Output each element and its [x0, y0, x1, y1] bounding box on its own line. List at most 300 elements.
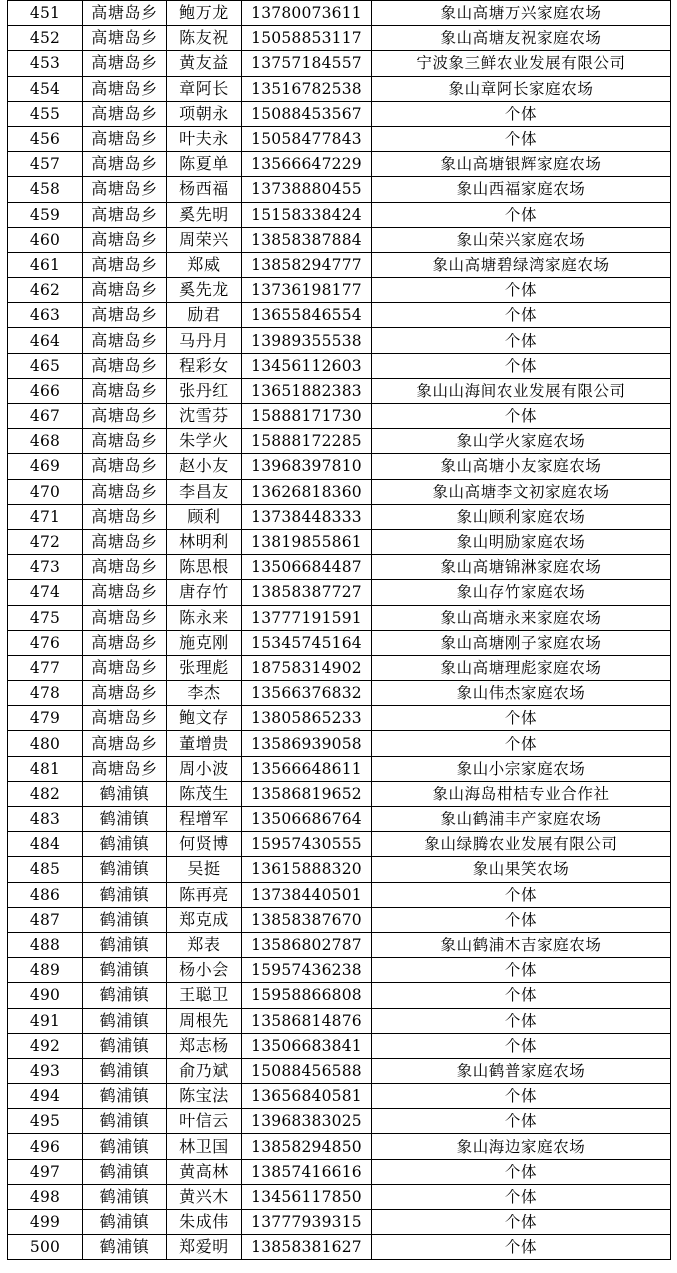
township-cell: 高塘岛乡 — [83, 101, 167, 126]
township-cell: 高塘岛乡 — [83, 1, 167, 26]
row-number-cell: 483 — [8, 807, 83, 832]
township-cell: 高塘岛乡 — [83, 555, 167, 580]
table-row — [8, 177, 671, 202]
roster-table — [7, 0, 671, 1260]
township-cell: 高塘岛乡 — [83, 706, 167, 731]
phone-number-cell: 13566647229 — [242, 152, 372, 177]
township-cell: 高塘岛乡 — [83, 479, 167, 504]
person-name-cell: 程彩女 — [167, 353, 242, 378]
person-name-cell: 叶夫永 — [167, 126, 242, 151]
township-cell: 高塘岛乡 — [83, 404, 167, 429]
person-name-cell: 杨西福 — [167, 177, 242, 202]
business-unit-cell: 个体 — [372, 983, 671, 1008]
row-number-cell: 491 — [8, 1008, 83, 1033]
table-row — [8, 1210, 671, 1235]
row-number-cell: 455 — [8, 101, 83, 126]
township-cell: 高塘岛乡 — [83, 202, 167, 227]
business-unit-cell: 象山西福家庭农场 — [372, 177, 671, 202]
person-name-cell: 顾利 — [167, 504, 242, 529]
phone-number-cell: 15088453567 — [242, 101, 372, 126]
business-unit-cell: 象山高塘万兴家庭农场 — [372, 1, 671, 26]
person-name-cell: 马丹月 — [167, 328, 242, 353]
table-row — [8, 655, 671, 680]
business-unit-cell: 个体 — [372, 1033, 671, 1058]
business-unit-cell: 个体 — [372, 907, 671, 932]
roster-sheet — [7, 0, 670, 1260]
table-row — [8, 1008, 671, 1033]
township-cell: 高塘岛乡 — [83, 152, 167, 177]
table-row — [8, 152, 671, 177]
person-name-cell: 沈雪芬 — [167, 404, 242, 429]
person-name-cell: 项朝永 — [167, 101, 242, 126]
person-name-cell: 林卫国 — [167, 1134, 242, 1159]
person-name-cell: 张理彪 — [167, 655, 242, 680]
business-unit-cell: 象山高塘小友家庭农场 — [372, 454, 671, 479]
row-number-cell: 490 — [8, 983, 83, 1008]
phone-number-cell: 15058477843 — [242, 126, 372, 151]
table-row — [8, 882, 671, 907]
row-number-cell: 488 — [8, 932, 83, 957]
table-row — [8, 857, 671, 882]
table-row — [8, 907, 671, 932]
township-cell: 高塘岛乡 — [83, 252, 167, 277]
row-number-cell: 452 — [8, 26, 83, 51]
row-number-cell: 479 — [8, 706, 83, 731]
row-number-cell: 486 — [8, 882, 83, 907]
person-name-cell: 周根先 — [167, 1008, 242, 1033]
business-unit-cell: 象山鹤浦丰产家庭农场 — [372, 807, 671, 832]
phone-number-cell: 13655846554 — [242, 303, 372, 328]
township-cell: 高塘岛乡 — [83, 756, 167, 781]
business-unit-cell: 象山果笑农场 — [372, 857, 671, 882]
row-number-cell: 468 — [8, 429, 83, 454]
business-unit-cell: 象山高塘刚子家庭农场 — [372, 630, 671, 655]
phone-number-cell: 13506683841 — [242, 1033, 372, 1058]
phone-number-cell: 13968397810 — [242, 454, 372, 479]
person-name-cell: 董增贵 — [167, 731, 242, 756]
township-cell: 鹤浦镇 — [83, 1033, 167, 1058]
business-unit-cell: 个体 — [372, 731, 671, 756]
row-number-cell: 470 — [8, 479, 83, 504]
business-unit-cell: 个体 — [372, 404, 671, 429]
row-number-cell: 475 — [8, 605, 83, 630]
business-unit-cell: 个体 — [372, 1008, 671, 1033]
row-number-cell: 493 — [8, 1058, 83, 1083]
row-number-cell: 467 — [8, 404, 83, 429]
person-name-cell: 郑克成 — [167, 907, 242, 932]
township-cell: 鹤浦镇 — [83, 832, 167, 857]
township-cell: 高塘岛乡 — [83, 731, 167, 756]
township-cell: 高塘岛乡 — [83, 51, 167, 76]
person-name-cell: 陈再亮 — [167, 882, 242, 907]
business-unit-cell: 个体 — [372, 1235, 671, 1260]
township-cell: 鹤浦镇 — [83, 1084, 167, 1109]
table-row — [8, 580, 671, 605]
row-number-cell: 500 — [8, 1235, 83, 1260]
person-name-cell: 陈宝法 — [167, 1084, 242, 1109]
township-cell: 鹤浦镇 — [83, 1210, 167, 1235]
table-row — [8, 1058, 671, 1083]
table-row — [8, 756, 671, 781]
business-unit-cell: 象山绿腾农业发展有限公司 — [372, 832, 671, 857]
row-number-cell: 463 — [8, 303, 83, 328]
person-name-cell: 张丹红 — [167, 378, 242, 403]
township-cell: 高塘岛乡 — [83, 605, 167, 630]
row-number-cell: 498 — [8, 1184, 83, 1209]
township-cell: 鹤浦镇 — [83, 1235, 167, 1260]
township-cell: 高塘岛乡 — [83, 378, 167, 403]
row-number-cell: 474 — [8, 580, 83, 605]
phone-number-cell: 15158338424 — [242, 202, 372, 227]
township-cell: 高塘岛乡 — [83, 278, 167, 303]
phone-number-cell: 13738880455 — [242, 177, 372, 202]
table-row — [8, 781, 671, 806]
township-cell: 鹤浦镇 — [83, 932, 167, 957]
table-row — [8, 76, 671, 101]
person-name-cell: 周荣兴 — [167, 227, 242, 252]
business-unit-cell: 个体 — [372, 1159, 671, 1184]
row-number-cell: 485 — [8, 857, 83, 882]
row-number-cell: 471 — [8, 504, 83, 529]
table-row — [8, 404, 671, 429]
row-number-cell: 476 — [8, 630, 83, 655]
township-cell: 鹤浦镇 — [83, 907, 167, 932]
person-name-cell: 何贤博 — [167, 832, 242, 857]
business-unit-cell: 个体 — [372, 1084, 671, 1109]
phone-number-cell: 13989355538 — [242, 328, 372, 353]
person-name-cell: 赵小友 — [167, 454, 242, 479]
phone-number-cell: 13857416616 — [242, 1159, 372, 1184]
table-row — [8, 1084, 671, 1109]
phone-number-cell: 13586819652 — [242, 781, 372, 806]
phone-number-cell: 13626818360 — [242, 479, 372, 504]
business-unit-cell: 象山海岛柑桔专业合作社 — [372, 781, 671, 806]
table-row — [8, 1, 671, 26]
row-number-cell: 477 — [8, 655, 83, 680]
phone-number-cell: 13456112603 — [242, 353, 372, 378]
person-name-cell: 黄高林 — [167, 1159, 242, 1184]
township-cell: 高塘岛乡 — [83, 580, 167, 605]
person-name-cell: 朱成伟 — [167, 1210, 242, 1235]
business-unit-cell: 象山明励家庭农场 — [372, 529, 671, 554]
phone-number-cell: 13858294850 — [242, 1134, 372, 1159]
table-row — [8, 832, 671, 857]
township-cell: 鹤浦镇 — [83, 882, 167, 907]
roster-table-body — [8, 1, 671, 1260]
person-name-cell: 鲍文存 — [167, 706, 242, 731]
phone-number-cell: 13615888320 — [242, 857, 372, 882]
person-name-cell: 王聪卫 — [167, 983, 242, 1008]
table-row — [8, 605, 671, 630]
table-row — [8, 555, 671, 580]
table-row — [8, 1159, 671, 1184]
phone-number-cell: 13777191591 — [242, 605, 372, 630]
row-number-cell: 478 — [8, 681, 83, 706]
business-unit-cell: 象山伟杰家庭农场 — [372, 681, 671, 706]
township-cell: 高塘岛乡 — [83, 529, 167, 554]
business-unit-cell: 象山鹤普家庭农场 — [372, 1058, 671, 1083]
phone-number-cell: 13858387884 — [242, 227, 372, 252]
phone-number-cell: 13858387670 — [242, 907, 372, 932]
township-cell: 高塘岛乡 — [83, 328, 167, 353]
phone-number-cell: 13506686764 — [242, 807, 372, 832]
business-unit-cell: 象山高塘银辉家庭农场 — [372, 152, 671, 177]
business-unit-cell: 象山荣兴家庭农场 — [372, 227, 671, 252]
business-unit-cell: 个体 — [372, 303, 671, 328]
business-unit-cell: 个体 — [372, 353, 671, 378]
township-cell: 鹤浦镇 — [83, 1109, 167, 1134]
business-unit-cell: 象山鹤浦木吉家庭农场 — [372, 932, 671, 957]
person-name-cell: 郑志杨 — [167, 1033, 242, 1058]
township-cell: 高塘岛乡 — [83, 177, 167, 202]
township-cell: 高塘岛乡 — [83, 504, 167, 529]
business-unit-cell: 个体 — [372, 882, 671, 907]
township-cell: 鹤浦镇 — [83, 857, 167, 882]
table-row — [8, 454, 671, 479]
row-number-cell: 472 — [8, 529, 83, 554]
phone-number-cell: 13506684487 — [242, 555, 372, 580]
phone-number-cell: 15888172285 — [242, 429, 372, 454]
table-row — [8, 252, 671, 277]
row-number-cell: 454 — [8, 76, 83, 101]
phone-number-cell: 13858294777 — [242, 252, 372, 277]
row-number-cell: 451 — [8, 1, 83, 26]
table-row — [8, 504, 671, 529]
business-unit-cell: 象山高塘碧绿湾家庭农场 — [372, 252, 671, 277]
business-unit-cell: 象山高塘锦淋家庭农场 — [372, 555, 671, 580]
table-row — [8, 529, 671, 554]
person-name-cell: 陈永来 — [167, 605, 242, 630]
row-number-cell: 464 — [8, 328, 83, 353]
person-name-cell: 李昌友 — [167, 479, 242, 504]
phone-number-cell: 13586802787 — [242, 932, 372, 957]
phone-number-cell: 15345745164 — [242, 630, 372, 655]
township-cell: 鹤浦镇 — [83, 958, 167, 983]
township-cell: 高塘岛乡 — [83, 655, 167, 680]
business-unit-cell: 个体 — [372, 1109, 671, 1134]
phone-number-cell: 18758314902 — [242, 655, 372, 680]
business-unit-cell: 象山小宗家庭农场 — [372, 756, 671, 781]
person-name-cell: 俞乃斌 — [167, 1058, 242, 1083]
row-number-cell: 497 — [8, 1159, 83, 1184]
row-number-cell: 459 — [8, 202, 83, 227]
phone-number-cell: 13819855861 — [242, 529, 372, 554]
table-row — [8, 26, 671, 51]
table-row — [8, 353, 671, 378]
phone-number-cell: 13656840581 — [242, 1084, 372, 1109]
phone-number-cell: 13777939315 — [242, 1210, 372, 1235]
row-number-cell: 489 — [8, 958, 83, 983]
business-unit-cell: 象山顾利家庭农场 — [372, 504, 671, 529]
person-name-cell: 叶信云 — [167, 1109, 242, 1134]
township-cell: 鹤浦镇 — [83, 1159, 167, 1184]
business-unit-cell: 个体 — [372, 1184, 671, 1209]
business-unit-cell: 个体 — [372, 328, 671, 353]
table-row — [8, 101, 671, 126]
table-row — [8, 731, 671, 756]
person-name-cell: 黄友益 — [167, 51, 242, 76]
township-cell: 高塘岛乡 — [83, 681, 167, 706]
business-unit-cell: 象山学火家庭农场 — [372, 429, 671, 454]
row-number-cell: 492 — [8, 1033, 83, 1058]
person-name-cell: 陈夏单 — [167, 152, 242, 177]
phone-number-cell: 15957436238 — [242, 958, 372, 983]
table-row — [8, 429, 671, 454]
phone-number-cell: 15058853117 — [242, 26, 372, 51]
business-unit-cell: 个体 — [372, 101, 671, 126]
person-name-cell: 林明利 — [167, 529, 242, 554]
township-cell: 鹤浦镇 — [83, 1134, 167, 1159]
phone-number-cell: 13516782538 — [242, 76, 372, 101]
table-row — [8, 1033, 671, 1058]
row-number-cell: 487 — [8, 907, 83, 932]
row-number-cell: 462 — [8, 278, 83, 303]
table-row — [8, 479, 671, 504]
table-row — [8, 378, 671, 403]
person-name-cell: 黄兴木 — [167, 1184, 242, 1209]
phone-number-cell: 15957430555 — [242, 832, 372, 857]
row-number-cell: 458 — [8, 177, 83, 202]
row-number-cell: 495 — [8, 1109, 83, 1134]
township-cell: 鹤浦镇 — [83, 1058, 167, 1083]
person-name-cell: 郑表 — [167, 932, 242, 957]
phone-number-cell: 13780073611 — [242, 1, 372, 26]
table-row — [8, 126, 671, 151]
person-name-cell: 杨小会 — [167, 958, 242, 983]
table-row — [8, 328, 671, 353]
person-name-cell: 施克刚 — [167, 630, 242, 655]
person-name-cell: 陈友祝 — [167, 26, 242, 51]
township-cell: 鹤浦镇 — [83, 983, 167, 1008]
phone-number-cell: 13586814876 — [242, 1008, 372, 1033]
row-number-cell: 456 — [8, 126, 83, 151]
person-name-cell: 励君 — [167, 303, 242, 328]
row-number-cell: 499 — [8, 1210, 83, 1235]
township-cell: 鹤浦镇 — [83, 781, 167, 806]
phone-number-cell: 13738440501 — [242, 882, 372, 907]
person-name-cell: 奚先明 — [167, 202, 242, 227]
phone-number-cell: 13566376832 — [242, 681, 372, 706]
row-number-cell: 496 — [8, 1134, 83, 1159]
person-name-cell: 陈茂生 — [167, 781, 242, 806]
person-name-cell: 陈思根 — [167, 555, 242, 580]
table-row — [8, 51, 671, 76]
township-cell: 高塘岛乡 — [83, 76, 167, 101]
business-unit-cell: 个体 — [372, 126, 671, 151]
phone-number-cell: 13566648611 — [242, 756, 372, 781]
row-number-cell: 481 — [8, 756, 83, 781]
phone-number-cell: 15958866808 — [242, 983, 372, 1008]
phone-number-cell: 13858381627 — [242, 1235, 372, 1260]
phone-number-cell: 13738448333 — [242, 504, 372, 529]
table-row — [8, 278, 671, 303]
business-unit-cell: 个体 — [372, 1210, 671, 1235]
row-number-cell: 482 — [8, 781, 83, 806]
table-row — [8, 807, 671, 832]
row-number-cell: 457 — [8, 152, 83, 177]
township-cell: 高塘岛乡 — [83, 630, 167, 655]
person-name-cell: 鲍万龙 — [167, 1, 242, 26]
row-number-cell: 466 — [8, 378, 83, 403]
phone-number-cell: 13968383025 — [242, 1109, 372, 1134]
table-row — [8, 932, 671, 957]
row-number-cell: 453 — [8, 51, 83, 76]
table-row — [8, 202, 671, 227]
business-unit-cell: 个体 — [372, 202, 671, 227]
phone-number-cell: 13586939058 — [242, 731, 372, 756]
person-name-cell: 朱学火 — [167, 429, 242, 454]
row-number-cell: 484 — [8, 832, 83, 857]
row-number-cell: 465 — [8, 353, 83, 378]
table-row — [8, 958, 671, 983]
table-row — [8, 1184, 671, 1209]
business-unit-cell: 象山山海间农业发展有限公司 — [372, 378, 671, 403]
row-number-cell: 480 — [8, 731, 83, 756]
township-cell: 高塘岛乡 — [83, 454, 167, 479]
person-name-cell: 郑爱明 — [167, 1235, 242, 1260]
person-name-cell: 程增军 — [167, 807, 242, 832]
row-number-cell: 461 — [8, 252, 83, 277]
township-cell: 高塘岛乡 — [83, 429, 167, 454]
township-cell: 高塘岛乡 — [83, 227, 167, 252]
business-unit-cell: 宁波象三鲜农业发展有限公司 — [372, 51, 671, 76]
township-cell: 鹤浦镇 — [83, 1008, 167, 1033]
business-unit-cell: 个体 — [372, 278, 671, 303]
business-unit-cell: 象山高塘永来家庭农场 — [372, 605, 671, 630]
township-cell: 高塘岛乡 — [83, 353, 167, 378]
business-unit-cell: 象山高塘理彪家庭农场 — [372, 655, 671, 680]
person-name-cell: 郑威 — [167, 252, 242, 277]
township-cell: 鹤浦镇 — [83, 1184, 167, 1209]
township-cell: 高塘岛乡 — [83, 303, 167, 328]
phone-number-cell: 13858387727 — [242, 580, 372, 605]
business-unit-cell: 个体 — [372, 706, 671, 731]
table-row — [8, 630, 671, 655]
person-name-cell: 周小波 — [167, 756, 242, 781]
person-name-cell: 章阿长 — [167, 76, 242, 101]
person-name-cell: 奚先龙 — [167, 278, 242, 303]
business-unit-cell: 象山高塘李文初家庭农场 — [372, 479, 671, 504]
table-row — [8, 303, 671, 328]
phone-number-cell: 15088456588 — [242, 1058, 372, 1083]
business-unit-cell: 个体 — [372, 958, 671, 983]
row-number-cell: 469 — [8, 454, 83, 479]
business-unit-cell: 象山章阿长家庭农场 — [372, 76, 671, 101]
phone-number-cell: 13651882383 — [242, 378, 372, 403]
row-number-cell: 494 — [8, 1084, 83, 1109]
table-row — [8, 1109, 671, 1134]
person-name-cell: 吴挺 — [167, 857, 242, 882]
person-name-cell: 李杰 — [167, 681, 242, 706]
business-unit-cell: 象山海边家庭农场 — [372, 1134, 671, 1159]
table-row — [8, 1235, 671, 1260]
row-number-cell: 473 — [8, 555, 83, 580]
table-row — [8, 706, 671, 731]
phone-number-cell: 13757184557 — [242, 51, 372, 76]
table-row — [8, 681, 671, 706]
table-row — [8, 227, 671, 252]
phone-number-cell: 13805865233 — [242, 706, 372, 731]
business-unit-cell: 象山存竹家庭农场 — [372, 580, 671, 605]
row-number-cell: 460 — [8, 227, 83, 252]
table-row — [8, 983, 671, 1008]
township-cell: 高塘岛乡 — [83, 126, 167, 151]
phone-number-cell: 13736198177 — [242, 278, 372, 303]
phone-number-cell: 15888171730 — [242, 404, 372, 429]
person-name-cell: 唐存竹 — [167, 580, 242, 605]
table-row — [8, 1134, 671, 1159]
township-cell: 鹤浦镇 — [83, 807, 167, 832]
